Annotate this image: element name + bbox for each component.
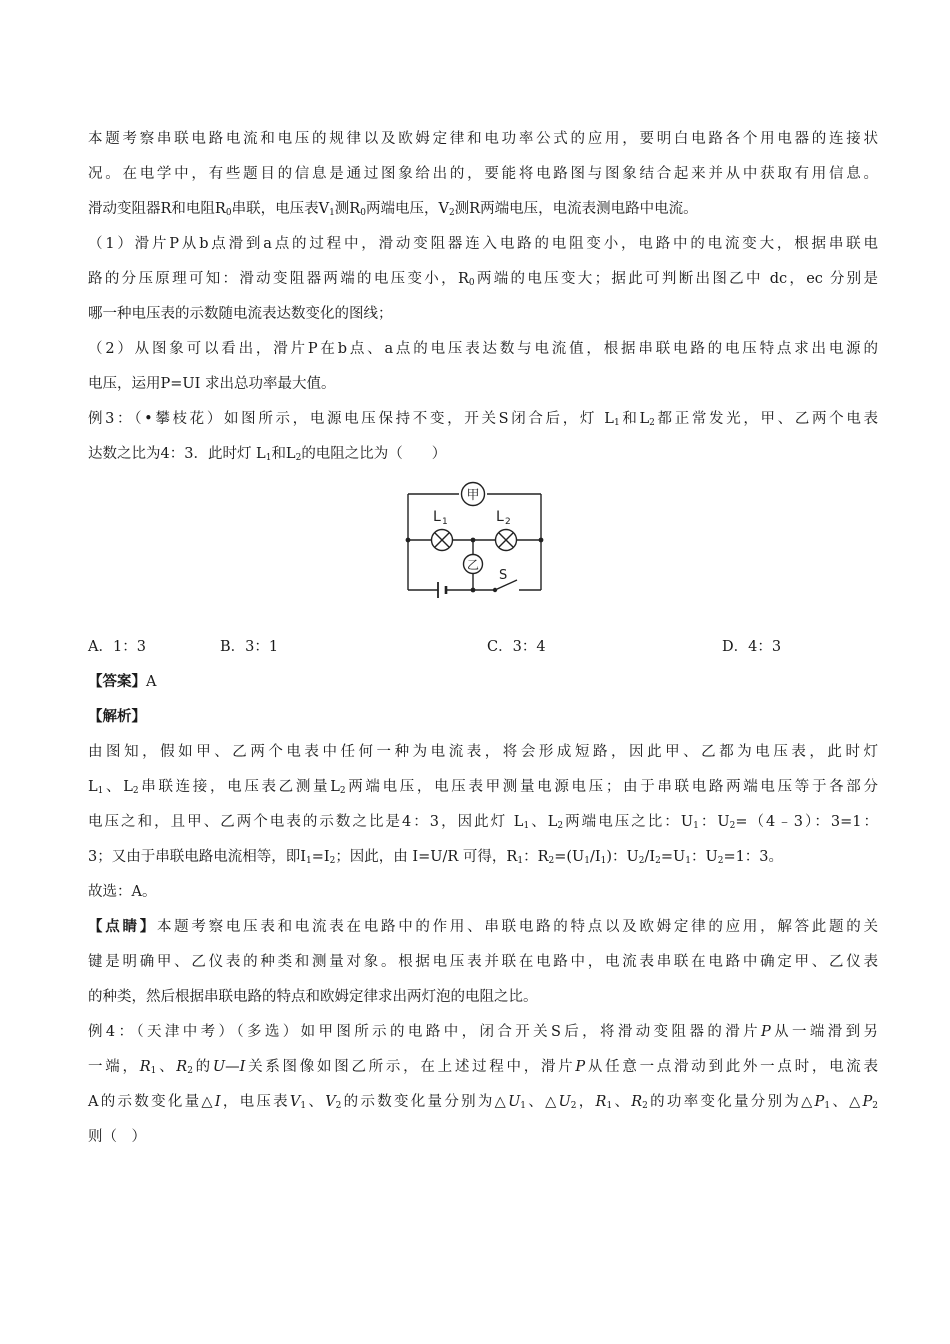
analysis-heading: 【解析】	[88, 708, 146, 725]
text-line: 本题考察串联电路电流和电压的规律以及欧姆定律和电功率公式的应用，要明白电路各个用电器的连接状	[88, 131, 878, 147]
lamp-l1-sub: 1	[442, 517, 448, 527]
switch-label: S	[499, 568, 508, 583]
text-line: $L_1$、$L_2$串联连接，电压表乙测量$L_2$两端电压，电压表甲测量电源电压；由于串联电路两端电压等于各部分	[88, 779, 878, 796]
comment-line: 【点睛】本题考察电压表和电流表在电路中的作用、串联电路的特点以及欧姆定律的应用，解答此题的关	[88, 918, 879, 935]
option-b: B．3：1	[220, 639, 279, 655]
lamp-l2-label: L	[496, 509, 504, 525]
lamp-l2-sub: 2	[505, 517, 511, 527]
text-line: （2）从图象可以看出，滑片P在b点、a点的电压表达数与电流值，根据串联电路的电压特点求出电源的	[88, 341, 878, 357]
example-4-question: 例4：（天津中考）（多选）如甲图所示的电路中，闭合开关S后，将滑动变阻器的滑片P从一端滑到另	[88, 1024, 879, 1040]
example-3-question: 例3：（•攀枝花）如图所示，电源电压保持不变，开关S闭合后，灯 $L_1$和$L_2$都正常发光，甲、乙两个电表	[88, 411, 879, 428]
text-line: 的种类，然后根据串联电路的特点和欧姆定律求出两灯泡的电阻之比。	[88, 989, 538, 1005]
text-line: 哪一种电压表的示数随电流表达数变化的图线；	[88, 306, 393, 322]
meter-yi-label: 乙	[466, 558, 480, 572]
text-line: 故选：A。	[88, 884, 157, 900]
option-c: C．3：4	[487, 639, 546, 655]
text-line: A的示数变化量△I，电压表$V_1$、$V_2$的示数变化量分别为$\triangle U_1$、$\triangle U_2$，$R_1$、$R_2$的功率变化量分别为$\triangle P_1$、$\triangle P_2$	[88, 1094, 879, 1111]
text-line: 3；又由于串联电路电流相等，即$I_1=I_2$；因此，由 I=U/R 可得，$R_1$：$R_2=(U_1/I_1)$：$U_2/I_2=U_1$：$U_2=1$：3。	[88, 849, 784, 866]
text-line: 电压之和，且甲、乙两个电表的示数之比是4：3，因此灯 $L_1$、$L_2$两端电压之比：$U_1$：$U_2=(4﹣3)$：3=1：	[88, 814, 878, 831]
meter-jia-label: 甲	[466, 488, 480, 503]
text-line: 则（ ）	[88, 1129, 146, 1145]
text-line: 滑动变阻器R和电阻$R_0$串联，电压表$V_1$测$R_0$两端电压，$V_2$测R两端电压，电流表测电路中电流。	[88, 201, 698, 218]
circuit-diagram	[395, 478, 555, 608]
text-line: 一端，$R_1$、$R_2$的U—I关系图像如图乙所示，在上述过程中，滑片P从任意一点滑动到此外一点时，电流表	[88, 1059, 879, 1076]
text-line: 路的分压原理可知：滑动变阻器两端的电压变小，$R_0$两端的电压变大；据此可判断出图乙中 dc，ec 分别是	[88, 271, 878, 288]
option-a: A．1：3	[88, 639, 146, 655]
lamp-l1-label: L	[433, 509, 441, 525]
answer-line: 【答案】A	[88, 673, 157, 690]
text-line: 况。在电学中，有些题目的信息是通过图象给出的，要能将电路图与图象结合起来并从中获取有用信息。	[88, 166, 878, 182]
text-line: （1）滑片P从b点滑到a点的过程中，滑动变阻器连入电路的电阻变小，电路中的电流变大，根据串联电	[88, 236, 878, 252]
option-d: D．4：3	[722, 639, 782, 655]
text-line: 达数之比为4：3．此时灯 $L_1$和$L_2$的电阻之比为（ ）	[88, 446, 447, 463]
text-line: 电压，运用P=UI 求出总功率最大值。	[88, 376, 336, 392]
text-line: 由图知，假如甲、乙两个电表中任何一种为电流表，将会形成短路，因此甲、乙都为电压表，此时灯	[88, 744, 878, 760]
text-line: 键是明确甲、乙仪表的种类和测量对象。根据电压表并联在电路中，电流表串联在电路中确定甲、乙仪表	[88, 954, 878, 970]
